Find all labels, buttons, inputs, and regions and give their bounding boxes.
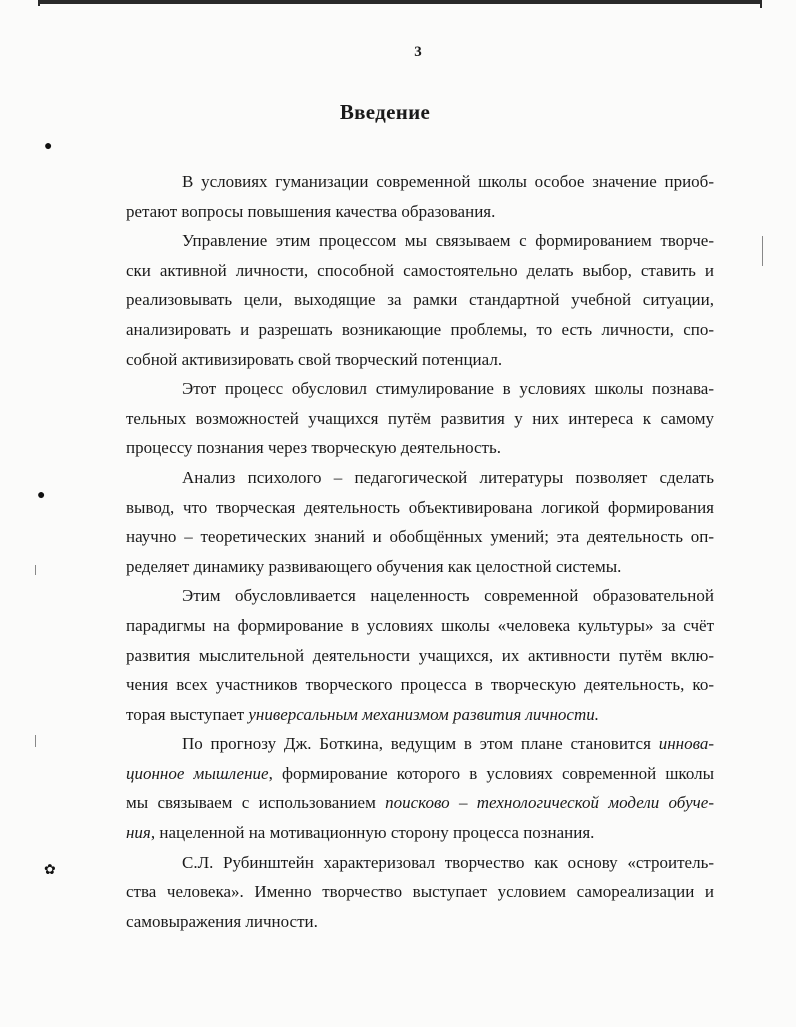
scan-edge-left xyxy=(38,0,40,6)
text-line: Этот процесс обусловил стимулирование в условиях школы познава- xyxy=(182,379,714,399)
italic-text-fragment: универсальным механизмом развития личности. xyxy=(248,704,599,724)
text-line xyxy=(126,818,714,848)
text-line: ски активной личности, способной самостоятельно делать выбор, ставить и xyxy=(126,260,714,280)
scan-edge-right xyxy=(760,0,762,8)
text-fragment: По прогнозу Дж. Боткина, ведущим в этом плане становится xyxy=(182,734,659,754)
scan-speck xyxy=(35,565,36,575)
scan-speck xyxy=(35,735,36,747)
text-line: ства человека». Именно творчество выступает условием самореализации и xyxy=(126,882,714,902)
text-fragment: , нацеленной на мотивационную сторону процесса познания. xyxy=(150,823,595,843)
italic-text-fragment: ционное мышление xyxy=(126,763,269,783)
text-line: ределяет динамику развивающего обучения как целостной системы. xyxy=(126,556,622,576)
text-line: собной активизировать свой творческий потенциал. xyxy=(126,349,503,369)
page-number: 3 xyxy=(414,44,422,60)
text-fragment: , формирование которого в условиях современной школы xyxy=(268,763,714,783)
text-line xyxy=(126,700,714,730)
text-line: В условиях гуманизации современной школы особое значение приоб- xyxy=(182,172,714,191)
text-line xyxy=(126,759,714,789)
body-text xyxy=(126,167,714,936)
text-line: самовыражения личности. xyxy=(126,911,318,931)
text-line: С.Л. Рубинштейн характеризовал творчество как основу «строитель- xyxy=(182,852,714,872)
text-line: реализовывать цели, выходящие за рамки стандартной учебной ситуации, xyxy=(126,290,714,310)
text-line xyxy=(126,729,714,759)
text-fragment: торая выступает xyxy=(126,704,249,724)
text-line: тельных возможностей учащихся путём развития у них интереса к самому xyxy=(126,408,714,428)
text-line: чения всех участников творческого процесса в творческую деятельность, ко- xyxy=(126,675,714,695)
italic-text-fragment: иннова- xyxy=(658,734,714,754)
text-line: научно – теоретических знаний и обобщённых умений; эта деятельность оп- xyxy=(126,527,714,547)
text-line: Этим обусловливается нацеленность современной образовательной xyxy=(182,586,714,606)
text-line: парадигмы на формирование в условиях школы «человека культуры» за счёт xyxy=(126,615,714,635)
scan-speck xyxy=(762,236,763,266)
scan-edge-top xyxy=(40,0,760,4)
italic-text-fragment: ния xyxy=(126,823,151,843)
text-line: процессу познания через творческую деятельность. xyxy=(126,438,501,458)
text-line: анализировать и разрешать возникающие проблемы, то есть личности, спо- xyxy=(126,319,714,339)
binding-hole-mark-icon: ● xyxy=(44,139,53,154)
text-line xyxy=(126,788,714,818)
text-line: Анализ психолого – педагогической литературы позволяет сделать xyxy=(182,467,714,487)
text-line: ретают вопросы повышения качества образования. xyxy=(126,201,496,221)
text-fragment: мы связываем с использованием xyxy=(126,793,386,813)
binding-hole-mark-icon: ● xyxy=(37,488,46,503)
text-line: Управление этим процессом мы связываем с формированием творче- xyxy=(182,231,714,251)
italic-text-fragment: поисково – технологической модели обуче- xyxy=(385,793,714,813)
page-title: Введение xyxy=(339,100,431,124)
binding-hole-mark-icon: ✿ xyxy=(44,863,56,878)
text-line: вывод, что творческая деятельность объективирована логикой формирования xyxy=(126,497,714,517)
text-line: развития мыслительной деятельности учащихся, их активности путём вклю- xyxy=(126,645,714,665)
